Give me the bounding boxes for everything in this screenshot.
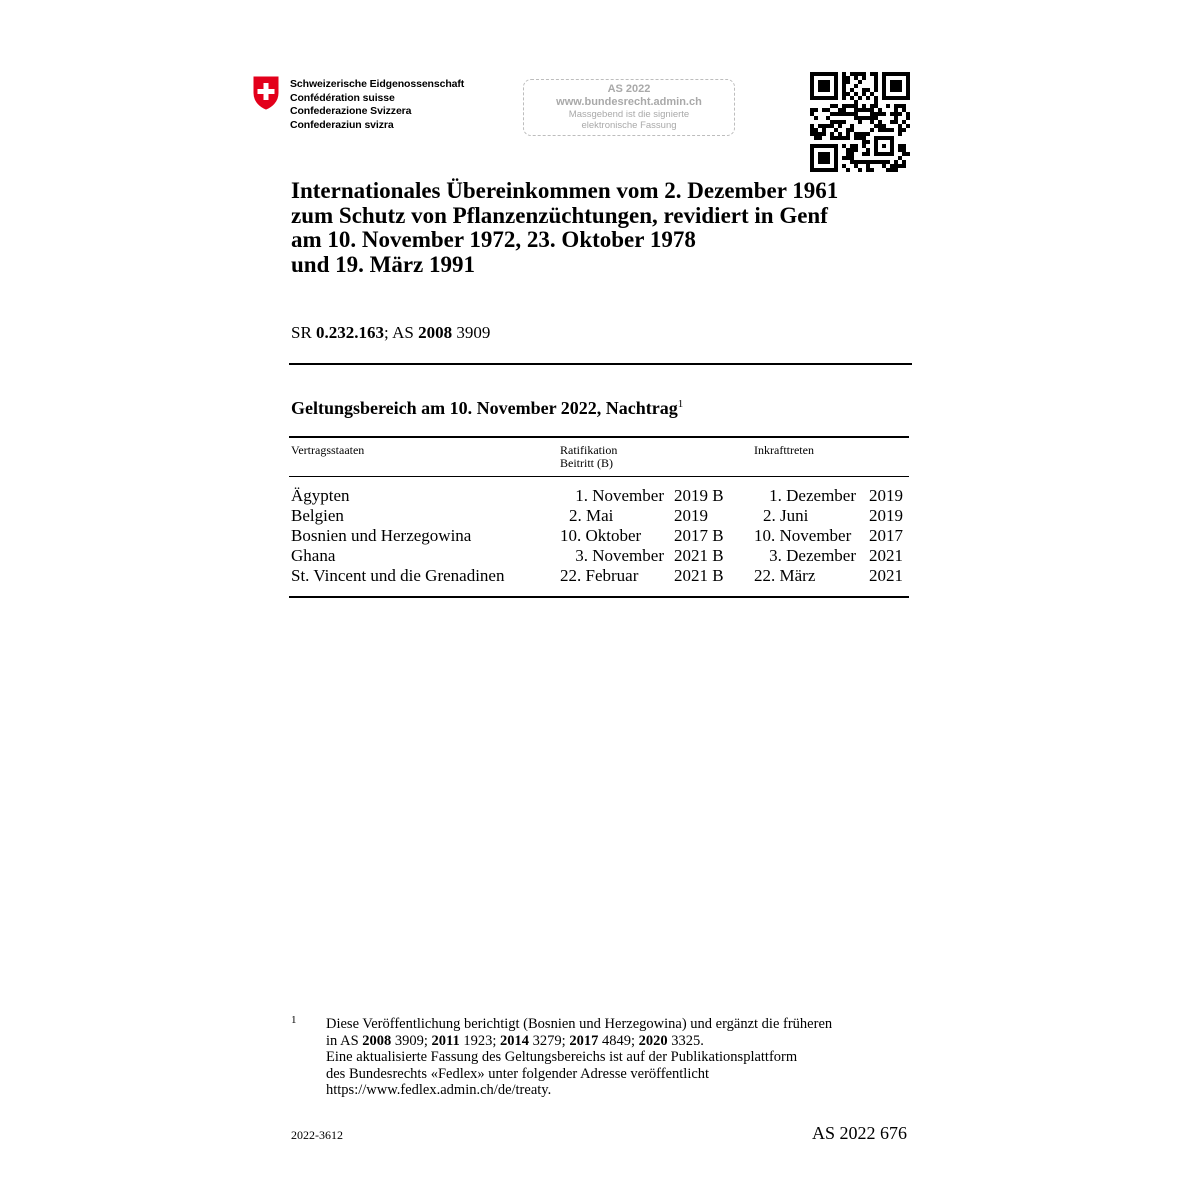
title-line-3: am 10. November 1972, 23. Oktober 1978 <box>291 227 696 252</box>
sr-number: 0.232.163 <box>316 323 385 342</box>
header-states: Vertragsstaaten <box>291 443 365 457</box>
cell-state: Belgien <box>291 506 344 525</box>
as-reference: AS 2022 676 <box>812 1123 908 1143</box>
as-page: 3909 <box>456 323 491 342</box>
footnote-text <box>326 1016 926 1099</box>
table-bottom-rule <box>289 596 909 598</box>
table-row <box>0 546 1200 566</box>
footnote-line-1: Diese Veröffentlichung berichtigt (Bosnien und Herzegowina) und ergänzt die früheren <box>326 1016 833 1032</box>
fn-text: in AS <box>326 1032 363 1049</box>
cell-entry-date: 10. November <box>754 526 852 545</box>
footnote-line-3: Eine aktualisierte Fassung des Geltungsbereichs ist auf der Publikationsplattform <box>326 1049 798 1065</box>
fn-page: 3279; <box>529 1032 570 1049</box>
cell-entry-year: 2021 <box>869 546 903 565</box>
fn-page: 3909; <box>391 1032 432 1049</box>
reference-line <box>291 323 490 343</box>
cell-rat-date: 22. Februar <box>560 566 639 585</box>
table-row <box>0 526 1200 546</box>
title-line-4: und 19. März 1991 <box>291 251 475 277</box>
fn-year: 2014 <box>500 1032 530 1049</box>
cell-entry-year: 2017 <box>869 526 903 545</box>
cell-entry-year: 2021 <box>869 566 903 585</box>
table-row <box>0 566 1200 586</box>
cell-rat-year: 2021 B <box>674 546 724 565</box>
confed-name-rm: Confederaziun svizra <box>290 118 394 131</box>
as-year: 2008 <box>418 323 453 342</box>
fn-year: 2008 <box>362 1032 392 1049</box>
table-row <box>0 486 1200 506</box>
fn-page: 4849; <box>598 1032 639 1049</box>
section-heading-text: Geltungsbereich am 10. November 2022, Nachtrag <box>291 398 678 418</box>
stamp-line-1: AS 2022 <box>607 83 651 95</box>
swiss-shield-icon <box>252 76 280 110</box>
footnote-line-4: des Bundesrechts «Fedlex» unter folgender Adresse veröffentlicht <box>326 1065 710 1082</box>
cell-rat-date: 1. November <box>575 486 664 505</box>
confed-name-fr: Confédération suisse <box>290 91 395 104</box>
cell-state: Bosnien und Herzegowina <box>291 526 472 545</box>
document-number: 2022-3612 <box>291 1128 343 1142</box>
cell-state: Ägypten <box>291 486 350 505</box>
cell-entry-date: 2. Juni <box>763 506 809 525</box>
sr-prefix: SR <box>291 323 312 342</box>
fn-page: 1923; <box>459 1032 501 1049</box>
cell-entry-year: 2019 <box>869 506 903 525</box>
authenticity-stamp <box>523 79 735 136</box>
confed-name-de: Schweizerische Eidgenossenschaft <box>290 78 465 90</box>
table-header-rule <box>289 476 909 477</box>
footnote-mark: 1 <box>677 398 684 410</box>
title-divider <box>289 363 912 365</box>
document-title <box>291 179 931 277</box>
fn-page: 3325. <box>667 1032 704 1049</box>
cell-rat-year: 2017 B <box>674 526 724 545</box>
cell-state: Ghana <box>291 546 336 565</box>
fn-year: 2011 <box>431 1032 460 1049</box>
cell-entry-date: 1. Dezember <box>769 486 856 505</box>
confed-name-it: Confederazione Svizzera <box>290 105 412 117</box>
fn-year: 2017 <box>569 1032 599 1049</box>
cell-rat-year: 2021 B <box>674 566 724 585</box>
table-row <box>0 506 1200 526</box>
stamp-line-2: www.bundesrecht.admin.ch <box>556 96 702 108</box>
table-top-rule <box>289 436 909 438</box>
header-ratification-line1: Ratifikation <box>560 443 618 457</box>
cell-rat-date: 10. Oktober <box>560 526 642 545</box>
confederation-names <box>290 78 464 132</box>
section-heading <box>291 398 683 419</box>
cell-state: St. Vincent und die Grenadinen <box>291 566 505 585</box>
cell-entry-date: 3. Dezember <box>769 546 856 565</box>
header-ratification <box>560 444 617 470</box>
cell-entry-year: 2019 <box>869 486 903 505</box>
footnote-line-2 <box>326 1033 926 1050</box>
cell-entry-date: 22. März <box>754 566 816 585</box>
cell-rat-year: 2019 B <box>674 486 724 505</box>
cell-rat-date: 3. November <box>575 546 664 565</box>
cell-rat-year: 2019 <box>674 506 708 525</box>
ref-separator: ; AS <box>384 323 414 342</box>
title-line-2: zum Schutz von Pflanzenzüchtungen, revidiert in Genf <box>291 202 828 228</box>
footnote-number: 1 <box>291 1014 297 1026</box>
stamp-line-3: Massgebend ist die signierte <box>568 109 690 120</box>
footnote-line-5: https://www.fedlex.admin.ch/de/treaty. <box>326 1082 552 1098</box>
qr-code-icon <box>810 72 910 172</box>
stamp-line-4: elektronische Fassung <box>581 120 677 131</box>
cell-rat-date: 2. Mai <box>569 506 614 525</box>
header-entry: Inkrafttreten <box>754 443 814 457</box>
fn-year: 2020 <box>638 1032 668 1049</box>
header-ratification-line2: Beitritt (B) <box>560 456 613 470</box>
title-line-1: Internationales Übereinkommen vom 2. Dezember 1961 <box>291 178 839 203</box>
